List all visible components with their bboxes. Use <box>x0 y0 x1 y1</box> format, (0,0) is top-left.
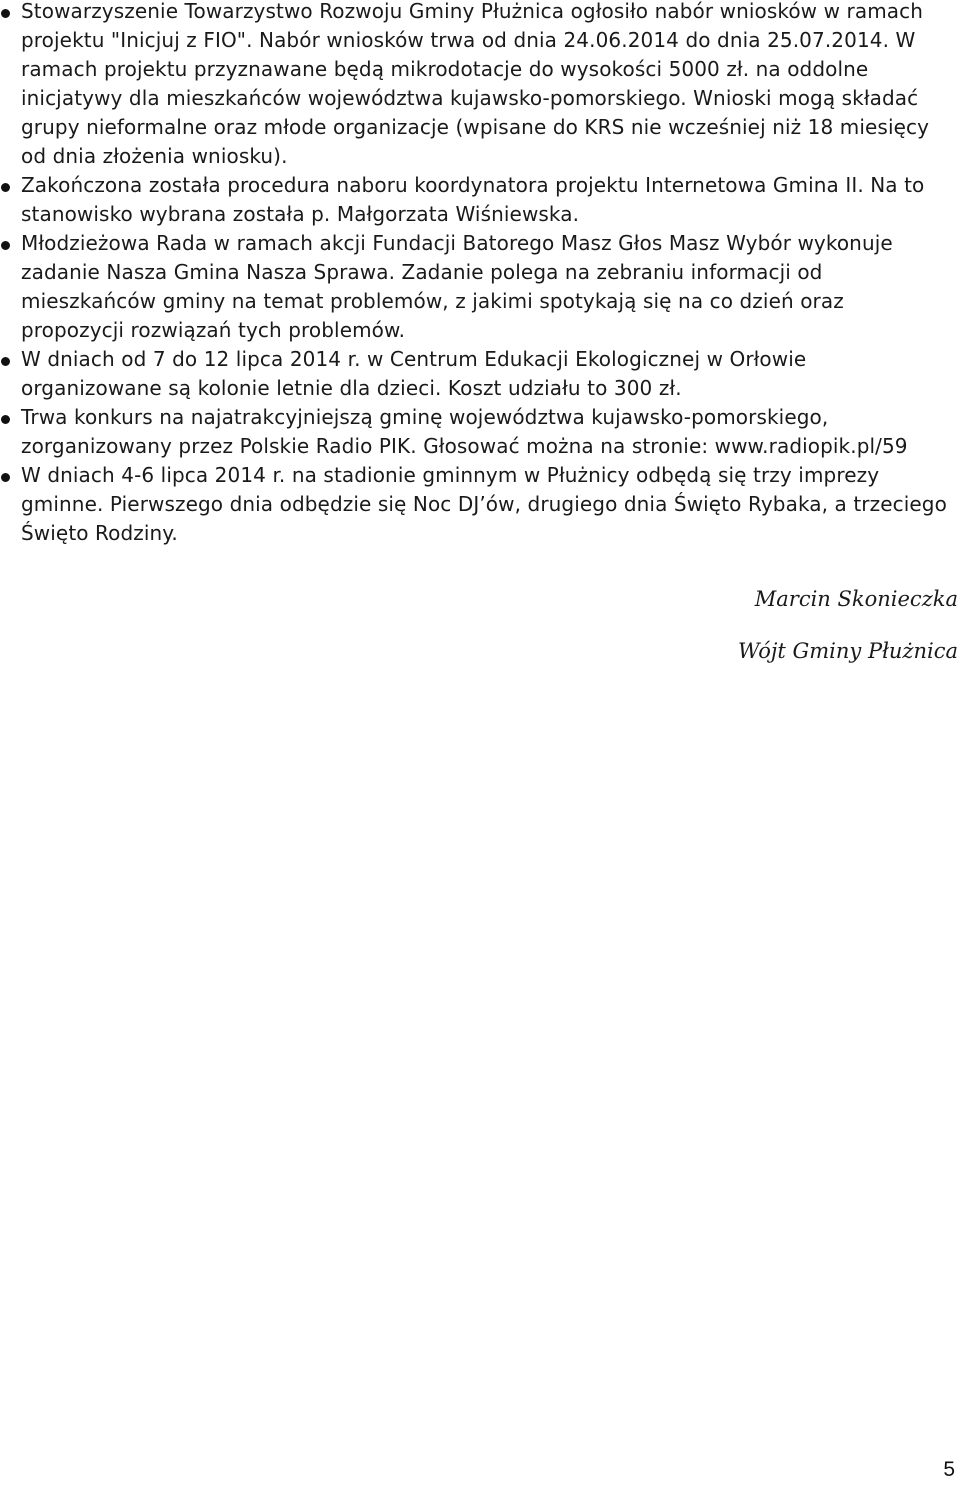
news-item-events <box>0 461 950 548</box>
bullet-icon <box>1 9 10 18</box>
signature-title: Wójt Gminy Płużnica <box>738 639 958 663</box>
news-text: Stowarzyszenie Towarzystwo Rozwoju Gminy Płużnica ogłosiło nabór wniosków w ramach projektu "Inicjuj z FIO". Nabór wniosków trwa od dnia 24.06.2014 do dnia 25.07.2014. W ramach projektu przyznawane będą mikrodotacje do wysokości 5000 zł. na oddolne inicjatywy dla mieszkańców województwa kujawsko-pomorskiego. Wnioski mogą składać grupy nieformalne oraz młode organizacje (wpisane do KRS nie wcześniej niż 18 miesięcy od dnia złożenia wniosku). <box>21 0 930 168</box>
signature-name: Marcin Skonieczka <box>754 587 958 611</box>
bullet-icon <box>1 357 10 366</box>
news-item-summer-camp <box>0 345 950 403</box>
news-text: Trwa konkurs na najatrakcyjniejszą gminę województwa kujawsko-pomorskiego, zorganizowany przez Polskie Radio PIK. Głosować można na stronie: www.radiopik.pl/59 <box>21 405 908 458</box>
news-item-youth-council <box>0 229 950 345</box>
bullet-icon <box>1 241 10 250</box>
news-text: Zakończona została procedura naboru koordynatora projektu Internetowa Gmina II. Na to stanowisko wybrana została p. Małgorzata Wiśniewska. <box>21 173 925 226</box>
news-item-fio-grants <box>0 0 950 171</box>
bullet-icon <box>1 473 10 482</box>
news-item-contest <box>0 403 950 461</box>
news-text: W dniach od 7 do 12 lipca 2014 r. w Centrum Edukacji Ekologicznej w Orłowie organizowane są kolonie letnie dla dzieci. Koszt udziału to 300 zł. <box>21 347 807 400</box>
bullet-icon <box>1 183 10 192</box>
news-item-coordinator <box>0 171 950 229</box>
news-text: Młodzieżowa Rada w ramach akcji Fundacji Batorego Masz Głos Masz Wybór wykonuje zadanie Nasza Gmina Nasza Sprawa. Zadanie polega na zebraniu informacji od mieszkańców gminy na temat problemów, z jakimi spotykają się na co dzień oraz propozycji rozwiązań tych problemów. <box>21 231 893 342</box>
bullet-icon <box>1 415 10 424</box>
news-list <box>0 0 950 548</box>
news-text: W dniach 4-6 lipca 2014 r. na stadionie gminnym w Płużnicy odbędą się trzy imprezy gminne. Pierwszego dnia odbędzie się Noc DJ’ów, drugiego dnia Święto Rybaka, a trzeciego Święto Rodziny. <box>21 463 947 545</box>
page-number: 5 <box>943 1458 955 1481</box>
